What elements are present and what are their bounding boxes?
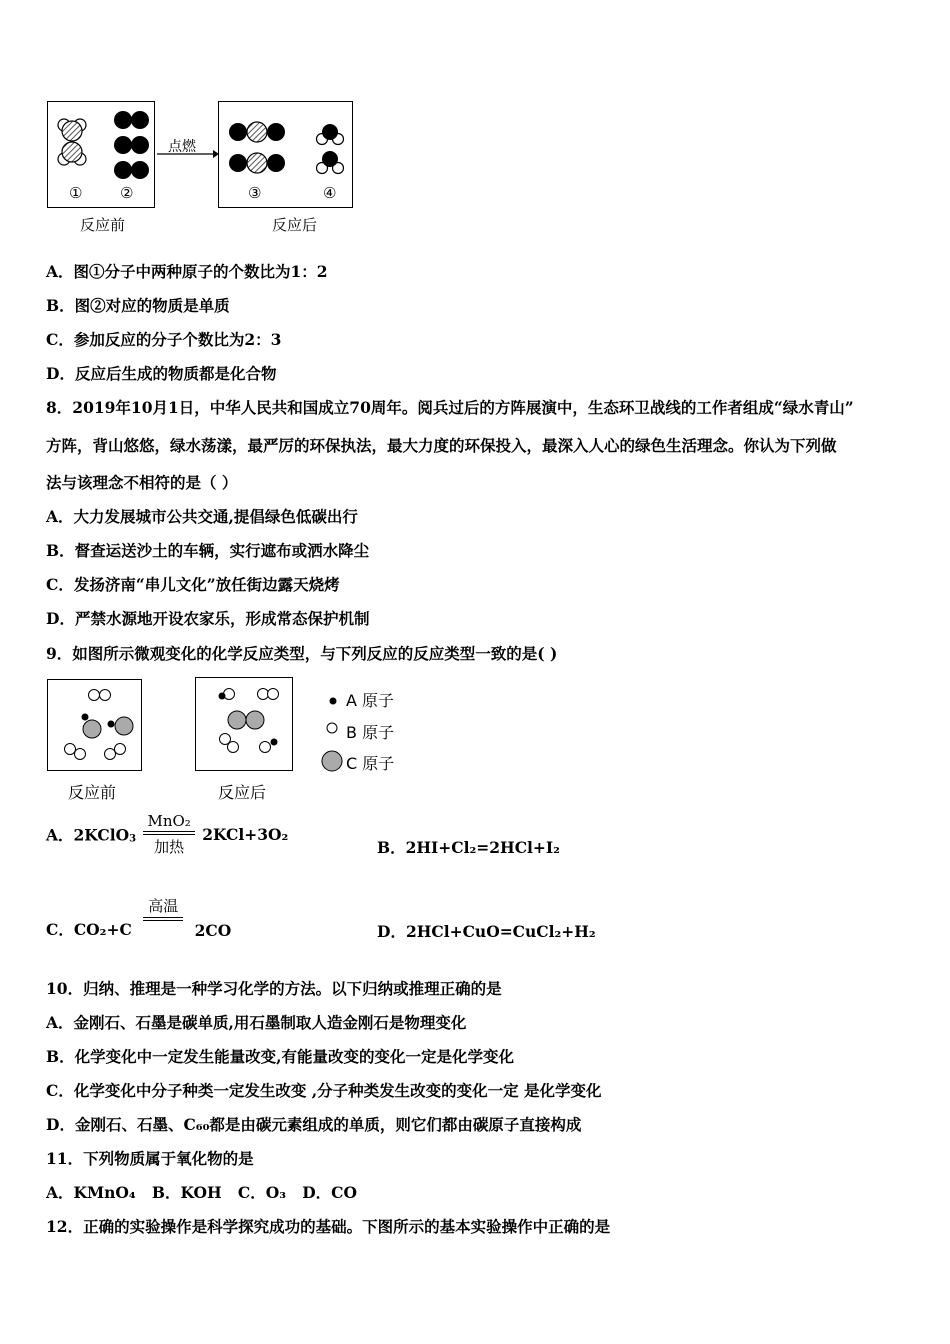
q9-after-molecules xyxy=(195,677,293,771)
q12-stem: 12．正确的实验操作是科学探究成功的基础。下图所示的基本实验操作中正确的是 xyxy=(46,1217,611,1236)
q11-options: A．KMnO₄ B．KOH C．O₃ D．CO xyxy=(46,1183,357,1202)
q9-before-molecules xyxy=(47,679,142,771)
fig1-after-label: 反应后 xyxy=(272,216,318,234)
q9-c-condition xyxy=(143,895,183,940)
q8-option-a: A．大力发展城市公共交通,提倡绿色低碳出行 xyxy=(46,507,358,526)
q11-stem: 11．下列物质属于氧化物的是 xyxy=(46,1149,254,1168)
q7-option-c: C．参加反应的分子个数比为2：3 xyxy=(46,330,282,349)
num-1: ① xyxy=(69,184,83,202)
q9-stem: 9．如图所示微观变化的化学反应类型，与下列反应的反应类型一致的是( ) xyxy=(46,644,558,663)
q7-option-d: D．反应后生成的物质都是化合物 xyxy=(46,364,277,383)
reaction-before-molecules xyxy=(47,101,155,208)
num-4: ④ xyxy=(323,184,337,202)
q9-a-condition xyxy=(143,812,194,857)
q10-option-c: C．化学变化中分子种类一定发生改变 ,分子种类发生改变的变化一定 是化学变化 xyxy=(46,1081,602,1100)
legend-c-atom-icon xyxy=(320,749,344,773)
q8-stem-line3: 法与该理念不相符的是（ ） xyxy=(46,473,238,492)
fig1-before-label: 反应前 xyxy=(80,216,126,234)
legend-b-atom-icon xyxy=(325,721,339,735)
arrow-label: 点燃 xyxy=(168,139,196,155)
q7-option-a: A．图①分子中两种原子的个数比为1：2 xyxy=(46,262,328,281)
q9-a-suffix: 2KCl+3O₂ xyxy=(202,825,289,844)
q9-after-label: 反应后 xyxy=(218,783,267,802)
q10-option-d: D．金刚石、石墨、C₆₀都是由碳元素组成的单质，则它们都由碳原子直接构成 xyxy=(46,1115,582,1134)
q8-option-b: B．督查运送沙土的车辆，实行遮布或洒水降尘 xyxy=(46,541,370,560)
q8-option-d: D．严禁水源地开设农家乐，形成常态保护机制 xyxy=(46,609,370,628)
q8-stem-line1: 8．2019年10月1日，中华人民共和国成立70周年。阅兵过后的方阵展演中，生态环卫战线的工作者组成“绿水青山” xyxy=(46,398,854,417)
q9-option-c xyxy=(46,895,231,940)
q9-a-sub: 3 xyxy=(129,833,137,845)
num-3: ③ xyxy=(248,184,262,202)
q9-option-b: B．2HI+Cl₂=2HCl+I₂ xyxy=(377,838,560,857)
num-2: ② xyxy=(120,184,134,202)
q9-a-prefix: A．2KClO xyxy=(46,825,130,845)
legend-a-label: A 原子 xyxy=(346,691,395,710)
q9-c-prefix: C．CO₂+C xyxy=(46,920,132,939)
q9-option-d: D．2HCl+CuO=CuCl₂+H₂ xyxy=(377,922,596,941)
q8-option-c: C．发扬济南“串儿文化”放任街边露天烧烤 xyxy=(46,575,340,594)
q8-stem-line2: 方阵，背山悠悠，绿水荡漾，最严厉的环保执法，最大力度的环保投入，最深入人心的绿色生活理念。你认为下列做 xyxy=(46,436,837,455)
q9-option-a xyxy=(46,812,288,857)
legend-a-atom-icon xyxy=(326,694,340,708)
q9-c-suffix: 2CO xyxy=(194,921,232,940)
q10-stem: 10．归纳、推理是一种学习化学的方法。以下归纳或推理正确的是 xyxy=(46,979,502,998)
q7-option-b: B．图②对应的物质是单质 xyxy=(46,296,230,315)
q9-c-cond-top: 高温 xyxy=(148,897,179,915)
q9-a-cond-top: MnO₂ xyxy=(147,812,191,830)
q10-option-b: B．化学变化中一定发生能量改变,有能量改变的变化一定是化学变化 xyxy=(46,1047,514,1066)
q9-a-cond-bot: 加热 xyxy=(154,838,185,856)
q10-option-a: A．金刚石、石墨是碳单质,用石墨制取人造金刚石是物理变化 xyxy=(46,1013,467,1032)
legend-c-label: C 原子 xyxy=(346,754,395,773)
legend-b-label: B 原子 xyxy=(346,723,395,742)
q9-before-label: 反应前 xyxy=(68,783,117,802)
